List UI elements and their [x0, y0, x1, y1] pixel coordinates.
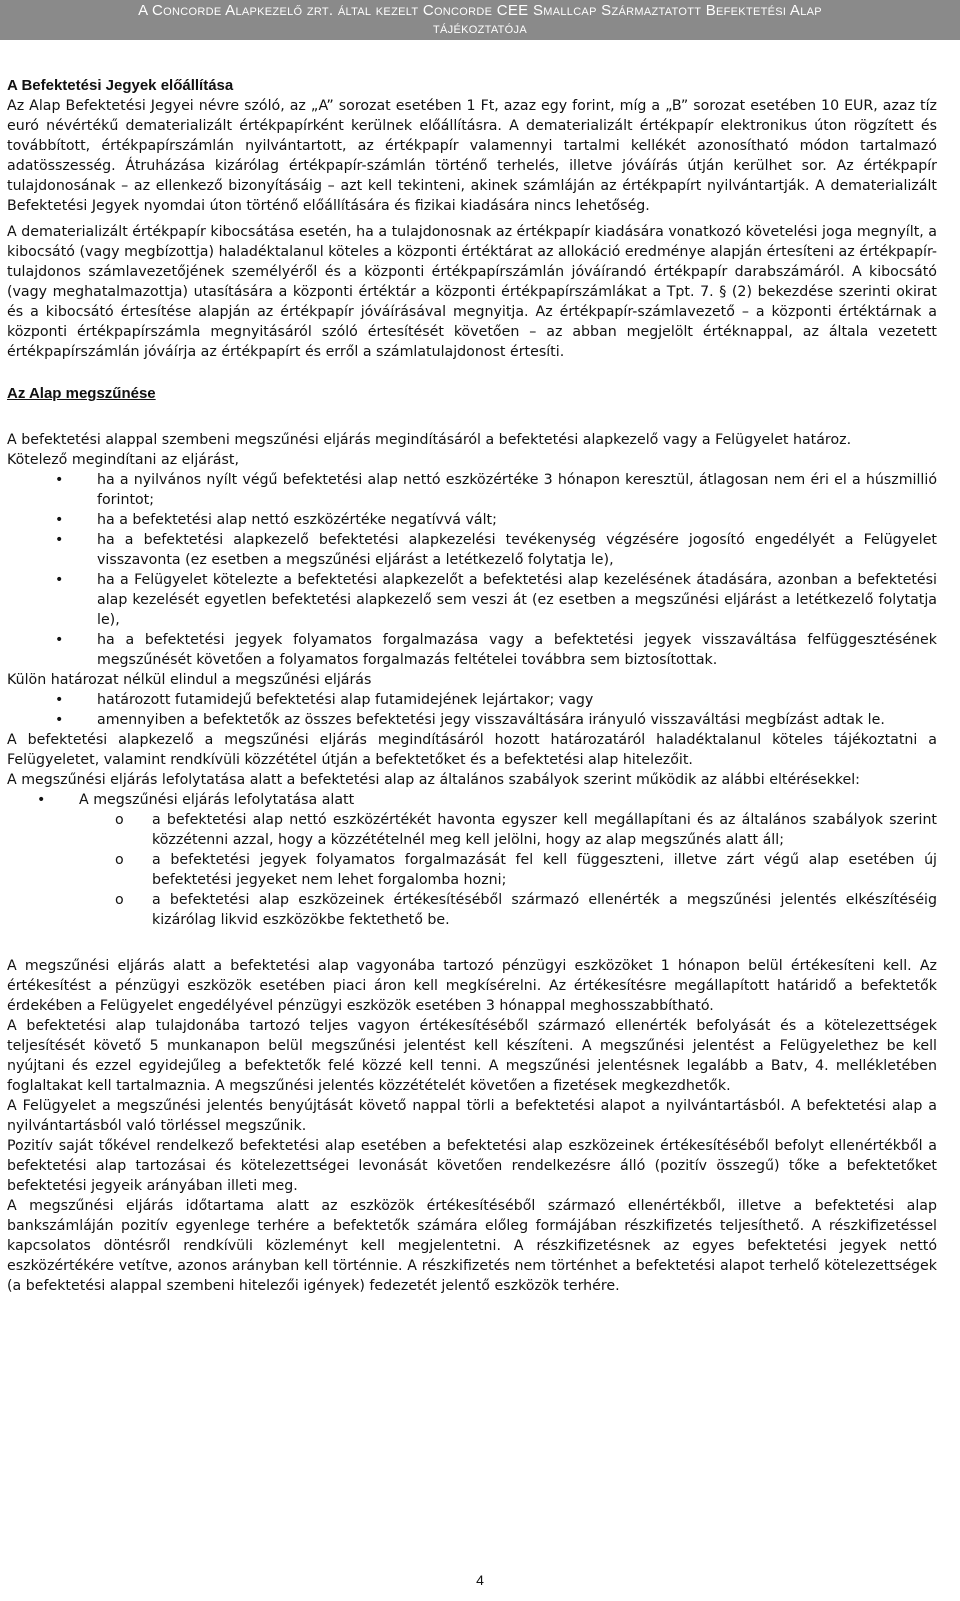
list-item: • ha a Felügyelet kötelezte a befektetési alapkezelőt a befektetési alap kezelésének átadására, azonban a befektetési alap kezelését egyetlen befektetési alapkezelő sem veszi át (ez esetben a megszűnési eljárást a letétkezelő folytatja le), — [7, 570, 937, 630]
section-title-fund-termination: Az Alap megszűnése — [7, 385, 156, 402]
header-line-2: tájékoztatója — [433, 20, 527, 37]
header-line-1: A Concorde Alapkezelő zrt. által kezelt Concorde CEE Smallcap Származtatott Befektetési Alap — [138, 2, 822, 19]
bullet-list-automatic — [7, 690, 937, 730]
list-item: • határozott futamidejű befektetési alap futamidejének lejártakor; vagy — [7, 690, 937, 710]
paragraph: A dematerializált értékpapír kibocsátása esetén, ha a tulajdonosnak az értékpapír kiadására vonatkozó követelési joga megnyílt, a kibocsátó (vagy megbízottja) haladéktalanul köteles a központi értéktárat az allokáció eredménye alapján értesíteni az értékpapír-tulajdonos számlavezetőjének személyéről és a központi értékpapírszámlán jóváírandó értékpapír darabszámáról. A kibocsátó (vagy meghatalmazottja) utasítására a központi értéktár a központi értékpapírszámlákat a Tpt. 7. § (2) bekezdése szerinti okirat és a kibocsátó értesítése alapján az értékpapír jóváírásával megnyitja. Az értékpapír-számlavezető – a központi értéktárnak a központi értékpapírszámla megnyitásáról szóló értesítését követően – az abban megjelölt értéknappal, az általa vezetett értékpapírszámlán jóváírja az értékpapírt és erről a számlatulajdonost értesíti. — [7, 224, 937, 360]
paragraph: A megszűnési eljárás alatt a befektetési alap vagyonába tartozó pénzügyi eszközöket 1 hónapon belül értékesíteni kell. Az értékesítést a pénzügyi eszközök esetében piaci áron kell megkísérelni. Az értékesítésre megállapított határidő a befektetők érdekében a Felügyelet engedélyével pénzügyi eszközök esetében 3 hónappal meghosszabbítható. — [7, 958, 937, 1014]
page-number: 4 — [476, 1572, 484, 1588]
paragraph: A megszűnési eljárás időtartama alatt az eszközök értékesítéséből származó ellenértékből, illetve a befektetési alap bankszámláján pozitív egyenlege terhére a befektetők számára előleg formájában részkifizetés teljesíthető. A részkifizetéssel kapcsolatos döntésről rendkívüli közleményt kell megjelentetni. A részkifizetésnek az egyes befektetési jegyek nettó eszközértékére vetítve, azonos arányban kell történnie. A részkifizetés nem történhet a befektetési alapot terhelő kötelezettségek (a befektetési alappal szembeni hitelezői igények) fedezetét jelentő eszközök terhére. — [7, 1198, 937, 1294]
sub-list — [7, 810, 937, 930]
list-item: • ha a befektetési alap nettó eszközértéke negatívvá vált; — [7, 510, 937, 530]
running-header — [0, 2, 960, 38]
paragraph: A befektetési alappal szembeni megszűnési eljárás megindításáról a befektetési alapkezelő vagy a Felügyelet határoz. — [7, 432, 852, 448]
paragraph: Külön határozat nélkül elindul a megszűnési eljárás — [7, 672, 372, 688]
sub-list-item: o a befektetési alap eszközeinek értékesítéséből származó ellenérték a megszűnési jelentés elkészítéséig kizárólag likvid eszközökbe fektethető be. — [7, 890, 937, 930]
paragraph: Kötelező megindítani az eljárást, — [7, 452, 239, 468]
bullet-list-deviations — [7, 790, 937, 810]
section-title-investment-units: A Befektetési Jegyek előállítása — [7, 77, 234, 94]
list-item: • ha a nyilvános nyílt végű befektetési alap nettó eszközértéke 3 hónapon keresztül, átlagosan nem éri el a húszmillió forintot; — [7, 470, 937, 510]
paragraph: A befektetési alap tulajdonába tartozó teljes vagyon értékesítéséből származó ellenérték befolyását és a kötelezettségek teljesítését követő 5 munkanapon belül megszűnési jelentést kell készíteni. A megszűnési jelentést a Felügyelethez be kell nyújtani és ezzel egyidejűleg a befektetők felé közzé kell tenni. A megszűnési jelentésnek legalább a Batv, 4. mellékletében foglaltakat kell tartalmaznia. A megszűnési jelentés közzétételét követően a fizetések megkezdhetők. — [7, 1018, 937, 1094]
paragraph: A Felügyelet a megszűnési jelentés benyújtását követő nappal törli a befektetési alapot a nyilvántartásból. A befektetési alap a nyilvántartásból való törléssel megszűnik. — [7, 1098, 937, 1134]
sub-list-item: o a befektetési alap nettó eszközértékét havonta egyszer kell megállapítani és az általános szabályok szerint közzétenni azzal, hogy a közzétételnél meg kell jelölni, hogy az alap megszűnés alatt áll; — [7, 810, 937, 850]
sub-list-item: o a befektetési jegyek folyamatos forgalmazását fel kell függeszteni, illetve zárt végű alap esetében új befektetési jegyeket nem lehet forgalomba hozni; — [7, 850, 937, 890]
paragraph: A megszűnési eljárás lefolytatása alatt a befektetési alap az általános szabályok szerint működik az alábbi eltérésekkel: — [7, 772, 860, 788]
document-body — [7, 76, 937, 1296]
list-item: • ha a befektetési alapkezelő befektetési alapkezelési tevékenység végzésére jogosító engedélyét a Felügyelet visszavonta (ez esetben a megszűnési eljárást a letétkezelő folytatja le), — [7, 530, 937, 570]
list-item: • A megszűnési eljárás lefolytatása alatt — [7, 790, 937, 810]
paragraph: Az Alap Befektetési Jegyei névre szóló, az „A” sorozat esetében 1 Ft, azaz egy forint, míg a „B” sorozat esetében 10 EUR, azaz tíz euró névértékű dematerializált értékpapírként kerülnek előállításra. A dematerializált értékpapír elektronikus úton rögzített és továbbított, értékpapírszámlán nyilvántartott, az értékpapír valamennyi tartalmi kellékét azonosítható módon tartalmazó adatösszesség. Átruházása kizárólag értékpapír-számlán történő terhelés, illetve jóváírás útján kerülhet sor. Az értékpapír tulajdonosának – az ellenkező bizonyításáig – azt kell tekinteni, akinek számláján az értékpapírt nyilvántartják. A dematerializált Befektetési Jegyek nyomdai úton történő előállítására és fizikai kiadására nincs lehetőség. — [7, 98, 937, 214]
list-item: • ha a befektetési jegyek folyamatos forgalmazása vagy a befektetési jegyek visszaváltása felfüggesztésének megszűnését követően a folyamatos forgalmazás feltételei továbbra sem biztosítottak. — [7, 630, 937, 670]
paragraph: A befektetési alapkezelő a megszűnési eljárás megindításáról hozott határozatáról haladéktalanul köteles tájékoztatni a Felügyeletet, valamint rendkívüli közzététel útján a befektetőket és a befektetési alap hitelezőit. — [7, 732, 937, 768]
list-item: • amennyiben a befektetők az összes befektetési jegy visszaváltására irányuló visszaváltási megbízást adtak le. — [7, 710, 937, 730]
paragraph: Pozitív saját tőkével rendelkező befektetési alap esetében a befektetési alap eszközeinek értékesítéséből befolyt ellenértékből a befektetési alap tartozásai és kötelezettségei levonását követően rendelkezésre álló (pozitív összegű) tőke a befektetőket befektetési jegyeik arányában illeti meg. — [7, 1138, 937, 1194]
bullet-list-mandatory — [7, 470, 937, 670]
